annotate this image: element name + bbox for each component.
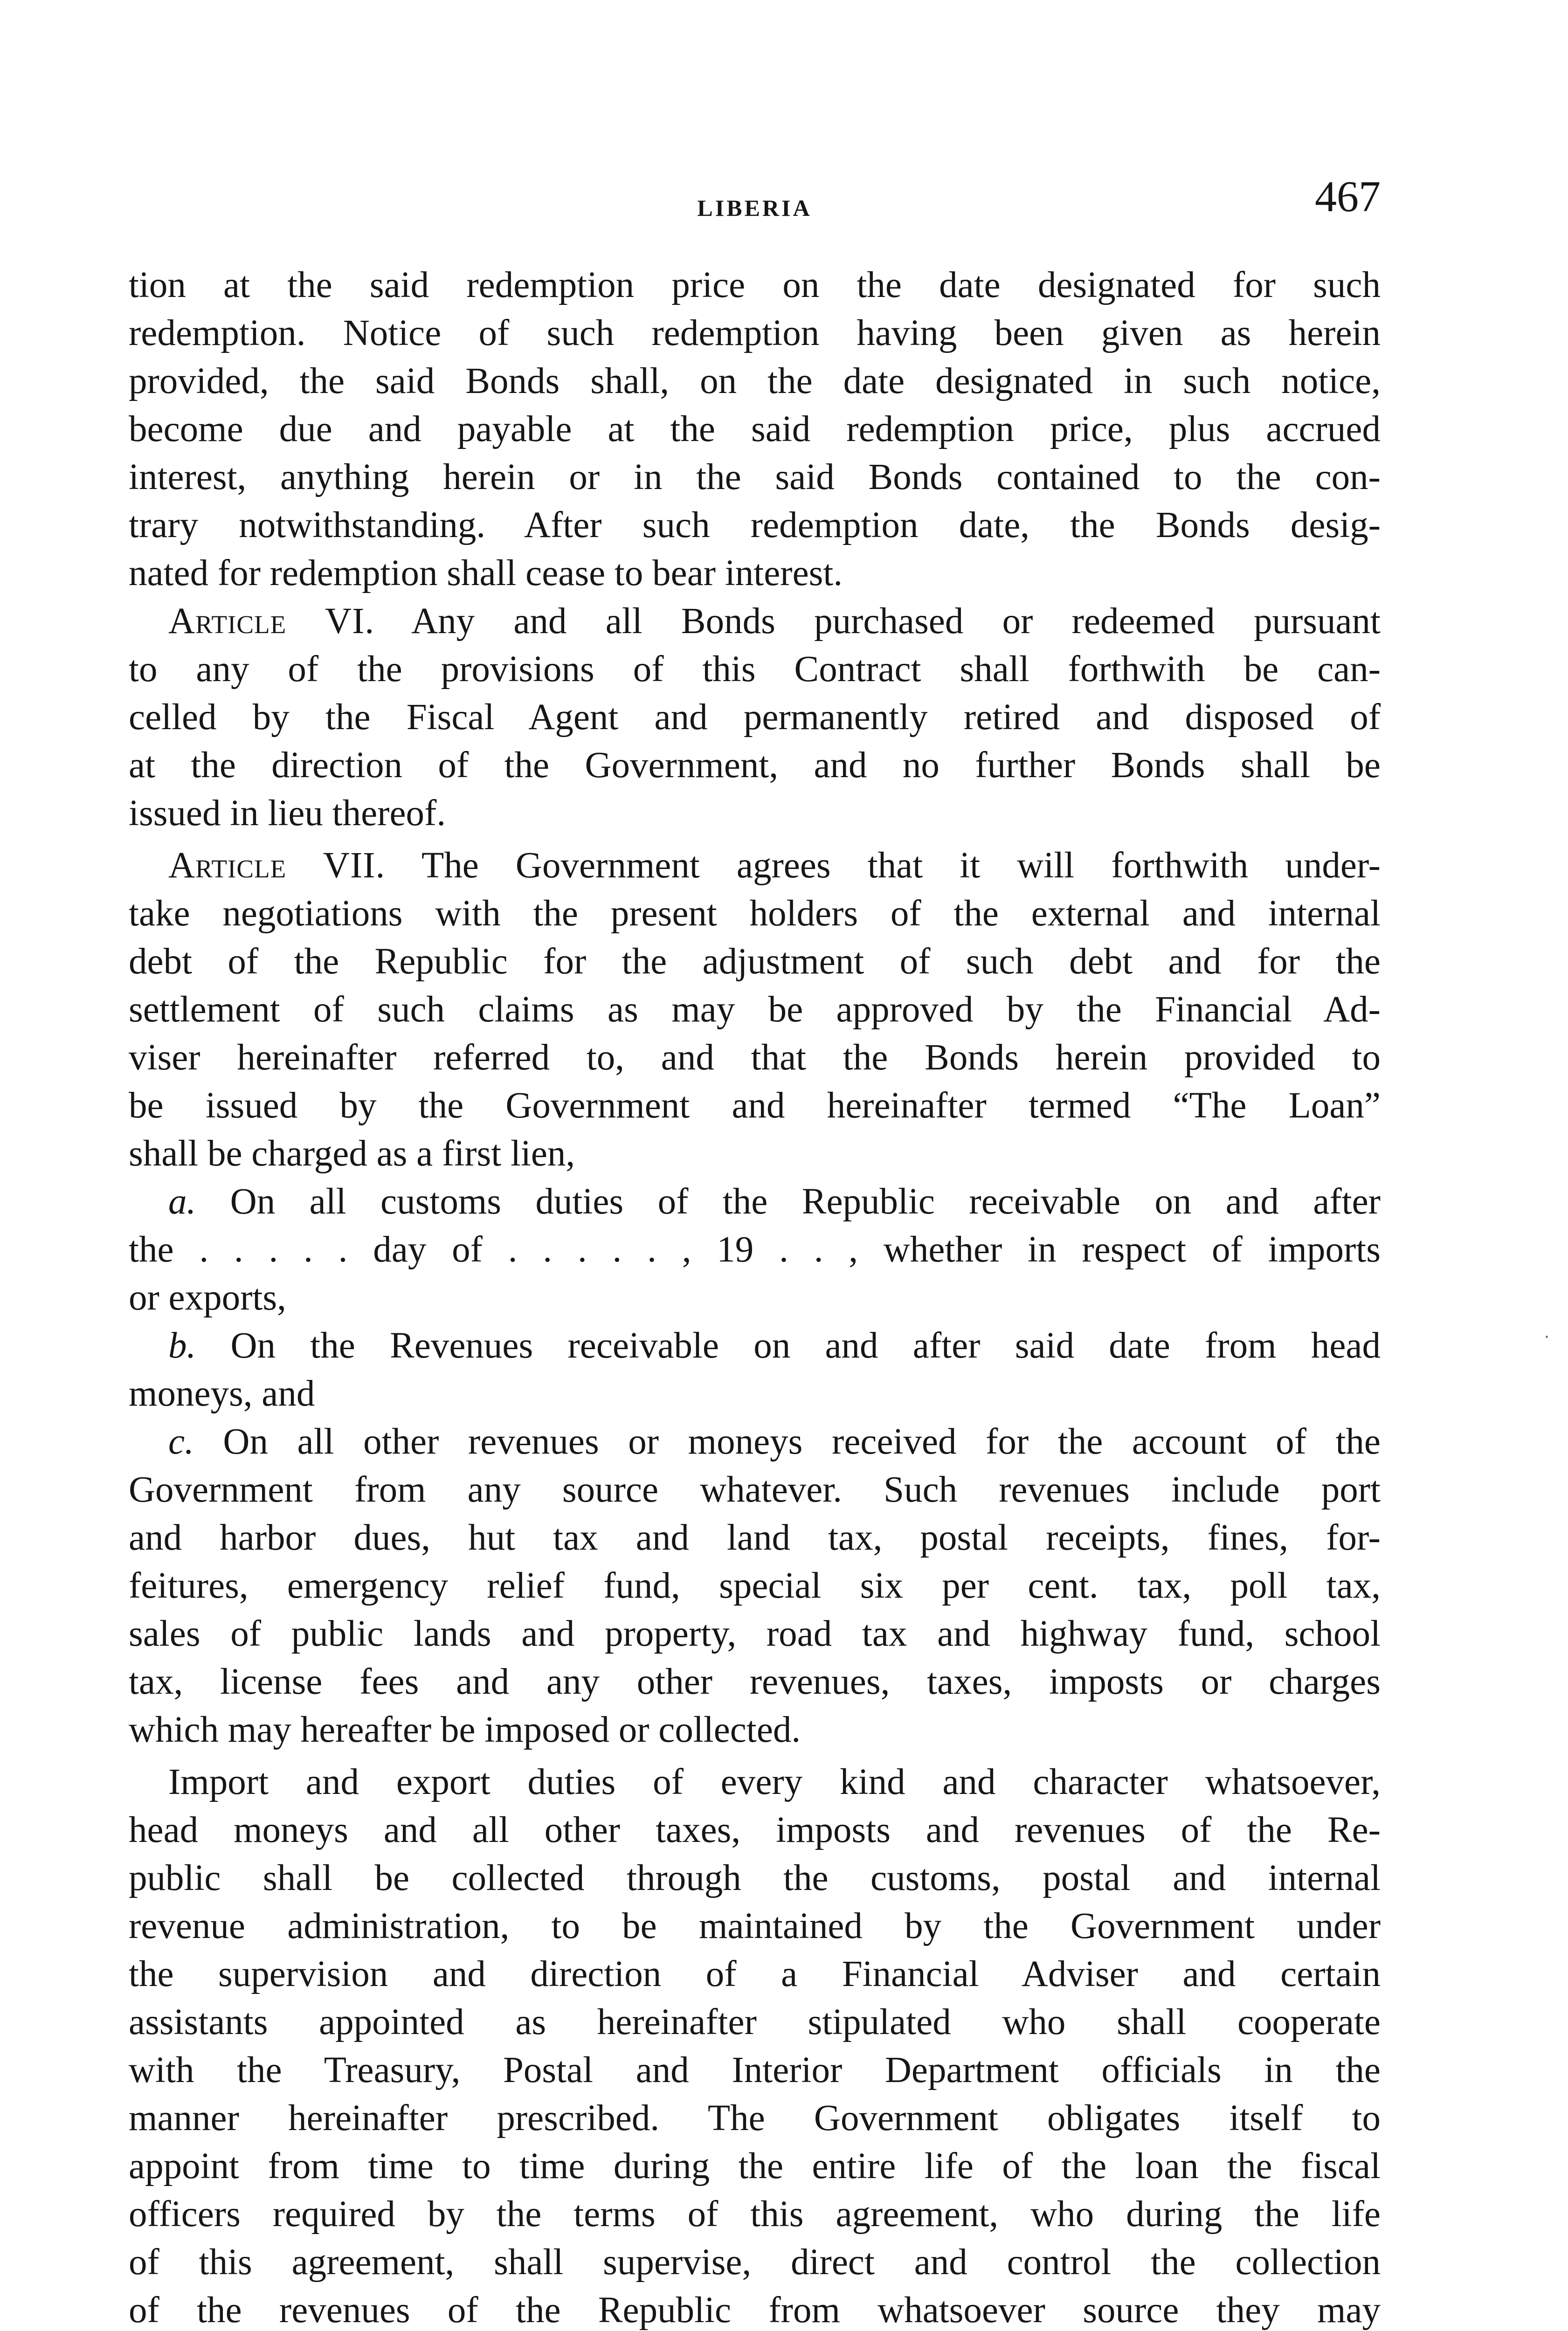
paragraph-gap — [129, 1754, 1381, 1758]
text-line: to any of the provisions of this Contract shall forthwith be can- — [129, 649, 1381, 690]
text-line: the supervision and direction of a Financial Adviser and certain — [129, 1954, 1381, 1994]
article-heading: Article VII. — [168, 845, 386, 886]
item-marker: c. — [168, 1421, 194, 1462]
running-title: LIBERIA — [697, 195, 812, 221]
text-line: of this agreement, shall supervise, direct and control the collection — [129, 2242, 1381, 2283]
text-line: Import and export duties of every kind and character whatsoever, — [168, 1762, 1381, 1802]
text-line: issued in lieu thereof. — [129, 793, 446, 834]
text-run: Any and all Bonds purchased or redeemed pursuant — [374, 601, 1381, 641]
text-line: officers required by the terms of this agreement, who during the life — [129, 2194, 1381, 2234]
text-line: assistants appointed as hereinafter stipulated who shall cooperate — [129, 2002, 1381, 2042]
paragraph-article-vii — [129, 841, 1381, 1178]
text-line: tion at the said redemption price on the date designated for such — [129, 265, 1381, 305]
body-text — [129, 261, 1381, 2331]
text-line — [129, 1418, 1381, 1466]
list-item-a — [129, 1178, 1381, 1322]
running-head — [129, 172, 1381, 240]
text-line: shall be charged as a first lien, — [129, 1133, 575, 1174]
text-run: On all other revenues or moneys received for the account of the — [193, 1421, 1381, 1462]
text-line: the . . . . . day of . . . . . , 19 . . , whether in respect of imports — [129, 1229, 1381, 1270]
text-line: which may hereafter be imposed or collected. — [129, 1710, 801, 1750]
text-line: appoint from time to time during the entire life of the loan the fiscal — [129, 2146, 1381, 2186]
text-line: of the revenues of the Republic from whatsoever source they may — [129, 2290, 1381, 2331]
page-number: 467 — [1315, 172, 1381, 221]
text-line: trary notwithstanding. After such redemption date, the Bonds desig- — [129, 505, 1381, 545]
paragraph-redemption — [129, 261, 1381, 597]
text-line — [129, 1322, 1381, 1370]
text-line: public shall be collected through the customs, postal and internal — [129, 1858, 1381, 1898]
text-line: viser hereinafter referred to, and that the Bonds herein provided to — [129, 1037, 1381, 1078]
text-line: interest, anything herein or in the said Bonds contained to the con- — [129, 457, 1381, 497]
text-line: settlement of such claims as may be approved by the Financial Ad- — [129, 989, 1381, 1030]
paper-speck — [1546, 1336, 1548, 1338]
text-line: be issued by the Government and hereinafter termed “The Loan” — [129, 1085, 1381, 1126]
text-line: with the Treasury, Postal and Interior Department officials in the — [129, 2050, 1381, 2090]
text-line: sales of public lands and property, road tax and highway fund, school — [129, 1614, 1381, 1654]
text-line: and harbor dues, hut tax and land tax, postal receipts, fines, for- — [129, 1517, 1381, 1558]
text-line: celled by the Fiscal Agent and permanently retired and disposed of — [129, 697, 1381, 738]
item-marker: a. — [168, 1181, 196, 1222]
item-marker: b. — [168, 1325, 196, 1366]
text-line: redemption. Notice of such redemption having been given as herein — [129, 313, 1381, 353]
text-line: provided, the said Bonds shall, on the date designated in such notice, — [129, 361, 1381, 401]
text-line: take negotiations with the present holders of the external and internal — [129, 893, 1381, 934]
text-line — [129, 597, 1381, 645]
paragraph-import-duties — [129, 1758, 1381, 2331]
text-line: feitures, emergency relief fund, special six per cent. tax, poll tax, — [129, 1565, 1381, 1606]
paragraph-gap — [129, 837, 1381, 841]
text-line: at the direction of the Government, and no further Bonds shall be — [129, 745, 1381, 786]
text-line: tax, license fees and any other revenues, taxes, imposts or charges — [129, 1662, 1381, 1702]
text-line — [129, 1178, 1381, 1226]
text-line — [129, 841, 1381, 890]
text-line: Government from any source whatever. Such revenues include port — [129, 1469, 1381, 1510]
text-line: revenue administration, to be maintained by the Government under — [129, 1906, 1381, 1946]
text-line: or exports, — [129, 1277, 286, 1318]
text-line: nated for redemption shall cease to bear interest. — [129, 553, 843, 593]
text-run: On the Revenues receivable on and after said date from head — [196, 1325, 1381, 1366]
text-line: manner hereinafter prescribed. The Government obligates itself to — [129, 2098, 1381, 2138]
text-line: debt of the Republic for the adjustment of such debt and for the — [129, 941, 1381, 982]
paragraph-article-vi — [129, 597, 1381, 837]
text-line: become due and payable at the said redemption price, plus accrued — [129, 409, 1381, 449]
list-item-b — [129, 1322, 1381, 1418]
text-run: On all customs duties of the Republic receivable on and after — [196, 1181, 1381, 1222]
text-run: The Government agrees that it will forthwith under- — [385, 845, 1381, 886]
list-item-c — [129, 1418, 1381, 1754]
article-heading: Article VI. — [168, 601, 375, 641]
text-line: moneys, and — [129, 1373, 315, 1414]
text-line: head moneys and all other taxes, imposts and revenues of the Re- — [129, 1810, 1381, 1850]
